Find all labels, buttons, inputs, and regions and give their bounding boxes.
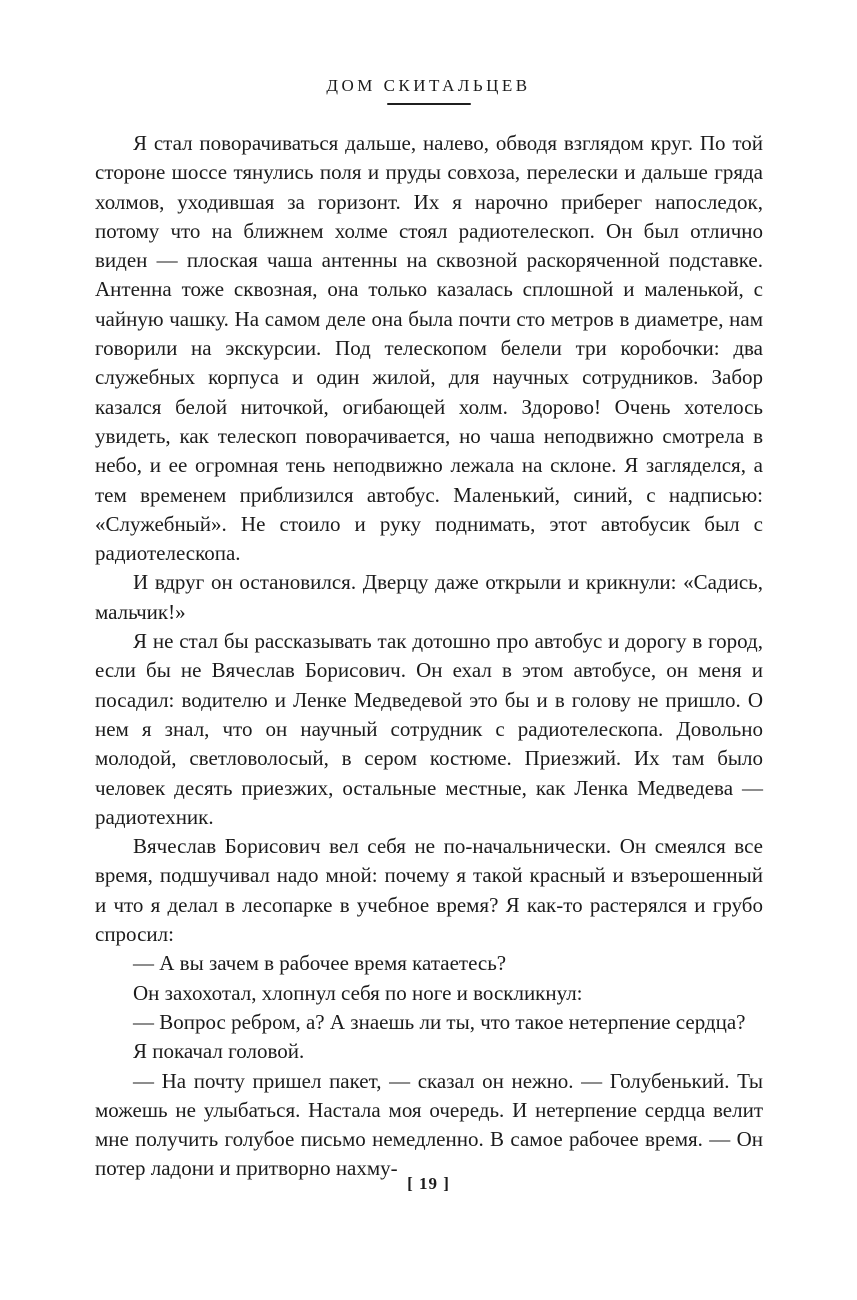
paragraph: И вдруг он остановился. Дверцу даже открыли и крикнули: «Садись, мальчик!» [95,570,763,624]
paragraph: — А вы зачем в рабочее время катаетесь? [133,951,507,976]
paragraph: Он захохотал, хлопнул себя по ноге и воскликнул: [133,980,583,1005]
page-body [95,129,763,1184]
paragraph: Я не стал бы рассказывать так дотошно про автобус и дорогу в город, если бы не Вячеслав Борисович. Он ехал в этом автобусе, он меня и посадил: водителю и Ленке Медведевой это бы и в голову не пришло. О нем я знал, что он научный сотрудник с радиотелескопа. Довольно молодой, светловолосый, в сером костюме. Приезжий. Их там было человек десять приезжих, остальные местные, как Ленка Медведева — радиотехник. [95,629,763,829]
running-header [0,76,857,105]
page-number: [ 19 ] [407,1174,450,1193]
paragraph: — Вопрос ребром, а? А знаешь ли ты, что такое нетерпение сердца? [133,1009,746,1034]
paragraph: Я покачал головой. [133,1039,305,1064]
paragraph: — На почту пришел пакет, — сказал он нежно. — Голубенький. Ты можешь не улыбаться. Настала моя очередь. И нетерпение сердца велит мне получить голубое письмо немедленно. В самое рабочее время. — Он потер ладони и притворно нахму- [95,1068,763,1181]
header-ornament-rule [387,103,471,105]
chapter-title: ДОМ СКИТАЛЬЦЕВ [326,76,531,95]
paragraph: Вячеслав Борисович вел себя не по-начальнически. Он смеялся все время, подшучивал надо мной: почему я такой красный и взъерошенный и что я делал в лесопарке в учебное время? Я как-то растерялся и грубо спросил: [95,834,763,947]
paragraph: Я стал поворачиваться дальше, налево, обводя взглядом круг. По той стороне шоссе тянулись поля и пруды совхоза, перелески и дальше гряда холмов, уходившая за горизонт. Их я нарочно приберег напоследок, потому что на ближнем холме стоял радиотелескоп. Он был отлично виден — плоская чаша антенны на сквозной раскоряченной подставке. Антенна тоже сквозная, она только казалась сплошной и маленькой, с чайную чашку. На самом деле она была почти сто метров в диаметре, нам говорили на экскурсии. Под телескопом белели три коробочки: два служебных корпуса и один жилой, для научных сотрудников. Забор казался белой ниточкой, огибающей холм. Здорово! Очень хотелось увидеть, как телескоп поворачивается, но чаша неподвижно смотрела в небо, и ее огромная тень неподвижно лежала на склоне. Я загляделся, а тем временем приблизился автобус. Маленький, синий, с надписью: «Служебный». Не стоило и руку поднимать, этот автобусик был с радиотелескопа. [95,131,763,566]
